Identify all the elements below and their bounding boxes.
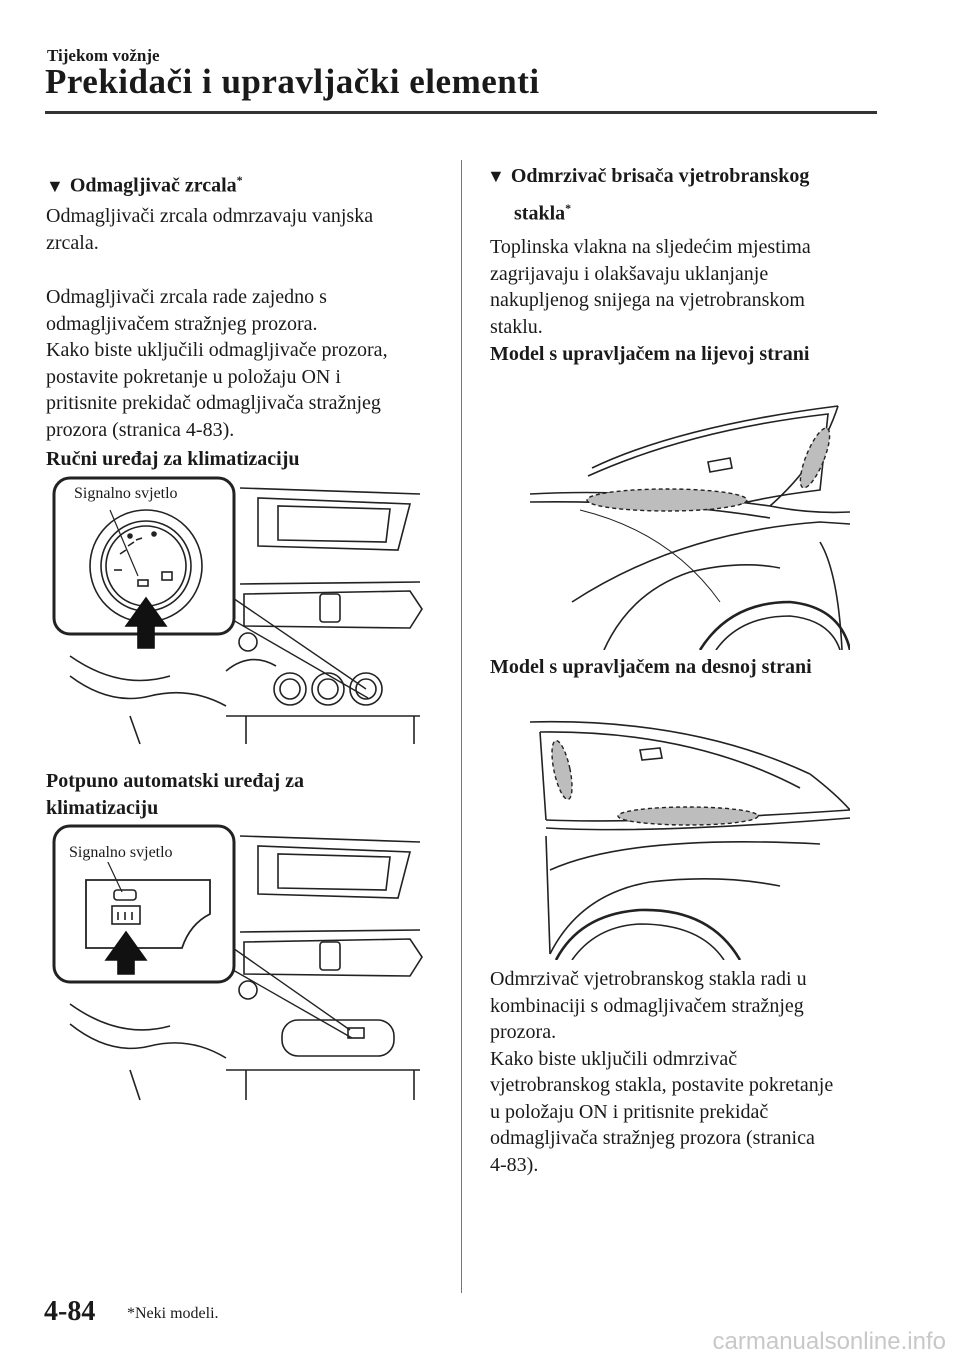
text-line: vjetrobranskog stakla, postavite pokretanje <box>490 1074 834 1096</box>
title-rule <box>45 111 877 114</box>
manual-climate-illustration <box>50 476 425 746</box>
right-subheading-lhd: Model s upravljačem na lijevoj strani <box>490 343 810 365</box>
signal-light-label: Signalno svjetlo <box>69 844 173 861</box>
text-line: nakupljenog snijega na vjetrobranskom <box>490 289 805 311</box>
page-number: 4-84 <box>44 1296 96 1327</box>
section-label: Tijekom vožnje <box>47 46 160 65</box>
text-line: kombinaciji s odmagljivačem stražnjeg <box>490 994 804 1017</box>
text-line: zrcala. <box>46 231 99 254</box>
left-heading <box>46 164 243 202</box>
text-line: Odmrzivač vjetrobranskog stakla radi u <box>490 968 807 990</box>
right-heading-text: stakla <box>514 202 566 225</box>
text-line: Toplinska vlakna na sljedećim mjestima <box>490 236 811 258</box>
signal-light-label: Signalno svjetlo <box>74 485 178 502</box>
text-line: Odmagljivači zrcala odmrzavaju vanjska <box>46 205 374 227</box>
text-line: Kako biste uključili odmagljivače prozora, <box>46 339 388 361</box>
text-line: prozora. <box>490 1021 557 1043</box>
triangle-bullet-icon: ▼ <box>46 175 64 196</box>
text-line: postavite pokretanje u položaju ON i <box>46 365 341 388</box>
text-line: Potpuno automatski uređaj za <box>46 770 304 792</box>
right-subheading-rhd: Model s upravljačem na desnoj strani <box>490 656 812 678</box>
text-line: staklu. <box>490 315 543 338</box>
page-title: Prekidači i upravljački elementi <box>45 62 540 101</box>
text-line: klimatizaciju <box>46 796 159 819</box>
lhd-windshield-illustration <box>520 402 850 650</box>
text-line: Odmagljivači zrcala rade zajedno s <box>46 286 327 308</box>
right-paragraph-2 <box>490 966 833 1178</box>
text-line: pritisnite prekidač odmagljivača stražnjeg <box>46 392 381 414</box>
footnote-mark: * <box>236 173 243 187</box>
right-paragraph-1 <box>490 234 811 340</box>
footnote: *Neki modeli. <box>127 1305 219 1322</box>
right-heading-text: Odmrzivač brisača vjetrobranskog <box>510 165 810 187</box>
text-line: u položaju ON i pritisnite prekidač <box>490 1100 769 1123</box>
text-line: Kako biste uključili odmrzivač <box>490 1047 738 1070</box>
text-line: 4-83). <box>490 1153 539 1176</box>
triangle-bullet-icon: ▼ <box>487 166 505 186</box>
text-line: odmagljivača stražnjeg prozora (stranica <box>490 1127 815 1149</box>
rhd-windshield-illustration <box>520 714 850 960</box>
left-heading-text: Odmagljivač zrcala <box>69 174 237 197</box>
footnote-mark: * <box>565 201 572 215</box>
left-subheading-auto <box>46 768 304 821</box>
automatic-climate-illustration <box>50 824 425 1104</box>
left-paragraph-2 <box>46 284 388 443</box>
text-line: odmagljivačem stražnjeg prozora. <box>46 312 318 335</box>
text-line: zagrijavaju i olakšavaju uklanjanje <box>490 262 769 285</box>
right-heading <box>487 160 809 230</box>
left-subheading-manual: Ručni uređaj za klimatizaciju <box>46 448 300 470</box>
column-divider <box>461 160 462 1293</box>
text-line: prozora (stranica 4-83). <box>46 418 235 441</box>
left-paragraph-1 <box>46 203 373 256</box>
watermark: carmanualsonline.info <box>712 1328 946 1355</box>
